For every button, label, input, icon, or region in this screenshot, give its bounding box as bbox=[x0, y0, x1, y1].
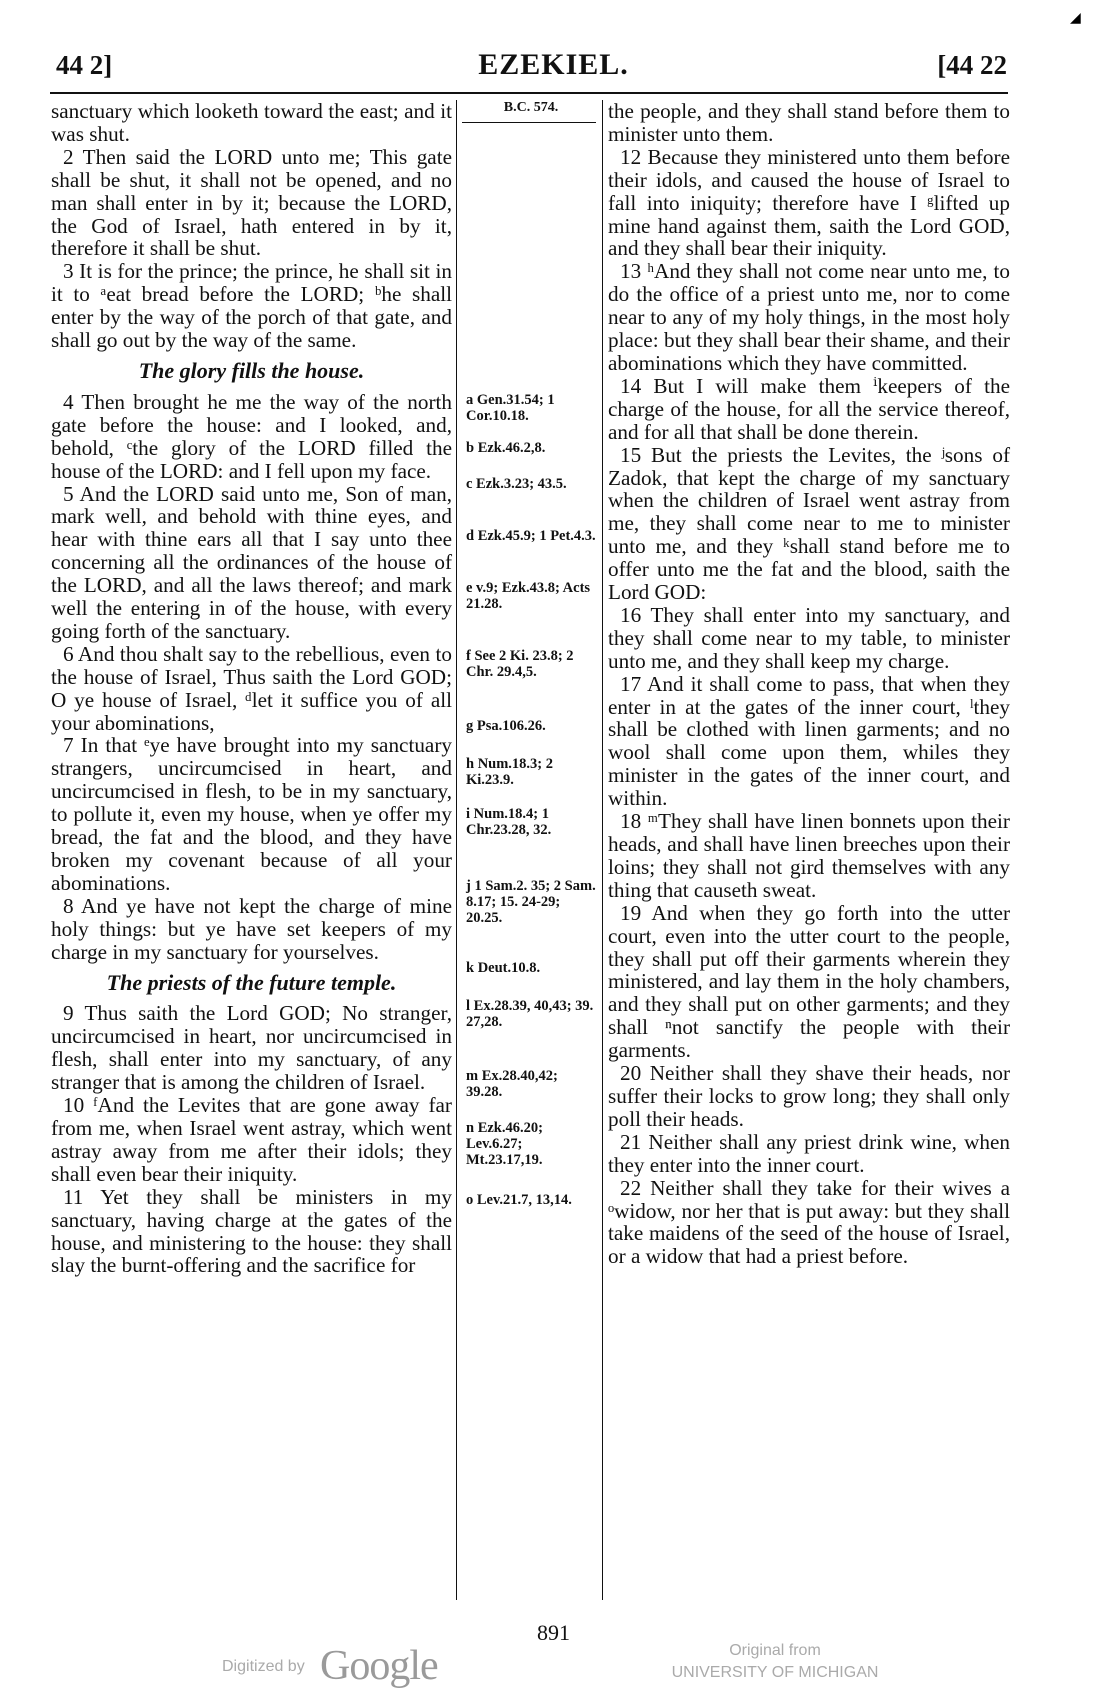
verse-paragraph: 14 But I will make them ⁱkeepers of the charge of the house, for all the service thereof, and for all that shall be done therein. bbox=[608, 373, 1010, 444]
verse-paragraph: 20 Neither shall they shave their heads, nor suffer their locks to grow long; they shall only poll their heads. bbox=[608, 1061, 1010, 1131]
scan-mark: ◢ bbox=[1070, 11, 1081, 26]
date-note: B.C. 574. bbox=[503, 100, 559, 115]
original-from-label: Original from bbox=[729, 1642, 821, 1659]
institution-name: UNIVERSITY OF MICHIGAN bbox=[671, 1664, 879, 1681]
cross-reference: g Psa.106.26. bbox=[466, 718, 546, 734]
header-rule bbox=[50, 92, 1008, 94]
cross-reference: i Num.18.4; 1 Chr.23.28, 32. bbox=[466, 806, 552, 838]
cross-reference: k Deut.10.8. bbox=[466, 960, 541, 976]
column-divider-left bbox=[456, 100, 457, 1600]
verse-paragraph: 11 Yet they shall be ministers in my sanctuary, having charge at the gates of the house, and ministering to the house: they shall slay the burnt-offering and the sacrifice for bbox=[51, 1184, 452, 1278]
verse-paragraph: 7 In that ᵉye have brought into my sanctuary strangers, uncircumcised in heart, and uncircumcised in flesh, to be in my sanctuary, to pollute it, even my house, when ye offer my bread, the fat and the blood, and they have broken my covenant because of all your abominations. bbox=[51, 733, 452, 895]
verse-paragraph: 16 They shall enter into my sanctuary, and they shall come near to my table, to minister unto me, and they shall keep my charge. bbox=[608, 602, 1010, 673]
verse-paragraph: 18 ᵐThey shall have linen bonnets upon their heads, and shall have linen breeches upon their loins; they shall not gird themselves with any thing that causeth sweat. bbox=[608, 809, 1010, 902]
verse-paragraph: 19 And when they go forth into the utter court, even into the utter court to the people, they shall put off their garments wherein they ministered, and lay them in the holy chambers, and they shall put on other garments; and they shall ⁿnot sanctify the people with their garments. bbox=[608, 900, 1010, 1063]
verse-paragraph: 22 Neither shall they take for their wives a ᵒwidow, nor her that is put away: but they shall take maidens of the seed of the house of Israel, or a widow that had a priest before. bbox=[608, 1175, 1010, 1269]
cross-reference: f See 2 Ki. 23.8; 2 Chr. 29.4,5. bbox=[466, 648, 574, 680]
cross-reference: j 1 Sam.2. 35; 2 Sam. 8.17; 15. 24-29; 20.25. bbox=[466, 878, 596, 926]
verse-paragraph: sanctuary which looketh toward the east; and it was shut. bbox=[51, 99, 452, 146]
left-column bbox=[51, 100, 452, 1277]
running-header-right: [44 22 bbox=[937, 50, 1007, 80]
section-heading: The priests of the future temple. bbox=[106, 969, 397, 995]
verse-paragraph: 9 Thus saith the Lord GOD; No stranger, uncircumcised in heart, nor uncircumcised in flesh, shall enter into my sanctuary, of any stranger that is among the children of Israel. bbox=[51, 1001, 452, 1095]
running-header-left: 44 2] bbox=[56, 50, 113, 80]
verse-paragraph: 12 Because they ministered unto them before their idols, and caused the house of Israel to fall into iniquity; therefore have I ᵍlifted up mine hand against them, saith the Lord GOD, and they shall bear their iniquity. bbox=[608, 144, 1010, 261]
verse-paragraph: 17 And it shall come to pass, that when they enter in at the gates of the inner court, ˡthey shall be clothed with linen garments; and no wool shall come upon them, whiles they minister in the gates of the inner court, and within. bbox=[608, 671, 1010, 811]
date-rule bbox=[462, 122, 596, 123]
book-title: EZEKIEL. bbox=[478, 48, 629, 81]
digitized-by-label: Digitized by bbox=[222, 1658, 305, 1675]
cross-reference: d Ezk.45.9; 1 Pet.4.3. bbox=[466, 528, 596, 544]
verse-paragraph: 5 And the LORD said unto me, Son of man, mark well, and behold with thine eyes, and hear with thine ears all that I say unto thee concerning all the ordinances of the house of the LORD, and all the laws thereof; and mark well the entering in of the house, with every going forth of the sanctuary. bbox=[51, 481, 452, 643]
verse-paragraph: 4 Then brought he me the way of the north gate before the house: and I looked, and, behold, ᶜthe glory of the LORD filled the house of the LORD: and I fell upon my face. bbox=[51, 389, 452, 483]
page-number: 891 bbox=[537, 1620, 570, 1645]
cross-reference: a Gen.31.54; 1 Cor.10.18. bbox=[466, 392, 555, 424]
verse-paragraph: 3 It is for the prince; the prince, he shall sit in it to ᵃeat bread before the LORD; ᵇhe shall enter by the way of the porch of that gate, and shall go out by the way of the same. bbox=[51, 259, 452, 353]
verse-paragraph: 15 But the priests the Levites, the ʲsons of Zadok, that kept the charge of my sanctuary when the children of Israel went astray from me, they shall come near to me to minister unto me, and they ᵏshall stand before me to offer unto me the fat and the blood, saith the Lord GOD: bbox=[608, 442, 1010, 605]
section-heading: The glory fills the house. bbox=[138, 357, 365, 383]
right-column bbox=[608, 100, 1010, 1268]
cross-reference: m Ex.28.40,42; 39.28. bbox=[466, 1068, 558, 1100]
cross-reference: c Ezk.3.23; 43.5. bbox=[466, 476, 567, 492]
reference-column bbox=[462, 100, 600, 124]
verse-paragraph: 8 And ye have not kept the charge of mine holy things: but ye have set keepers of my charge in my sanctuary for yourselves. bbox=[51, 893, 452, 964]
source-attribution bbox=[610, 1640, 940, 1684]
verse-paragraph: 21 Neither shall any priest drink wine, when they enter into the inner court. bbox=[608, 1129, 1010, 1177]
cross-reference: b Ezk.46.2,8. bbox=[466, 440, 546, 456]
cross-reference: o Lev.21.7, 13,14. bbox=[466, 1192, 572, 1208]
column-divider-right bbox=[602, 100, 603, 1600]
cross-reference: n Ezk.46.20; Lev.6.27; Mt.23.17,19. bbox=[466, 1120, 543, 1168]
verse-paragraph: the people, and they shall stand before them to minister unto them. bbox=[608, 99, 1010, 146]
verse-paragraph: 6 And thou shalt say to the rebellious, even to the house of Israel, Thus saith the Lord GOD; O ye house of Israel, ᵈlet it suffice you of all your abominations, bbox=[51, 641, 452, 735]
cross-reference: h Num.18.3; 2 Ki.23.9. bbox=[466, 756, 554, 788]
cross-reference: e v.9; Ezk.43.8; Acts 21.28. bbox=[466, 580, 591, 612]
cross-reference: l Ex.28.39, 40,43; 39. 27,28. bbox=[466, 998, 594, 1030]
verse-paragraph: 13 ʰAnd they shall not come near unto me, to do the office of a priest unto me, nor to come near to any of my holy things, in the most holy place: but they shall bear their shame, and their abominations which they have committed. bbox=[608, 259, 1010, 375]
verse-paragraph: 10 ᶠAnd the Levites that are gone away far from me, when Israel went astray, which went astray away from me after their idols; they shall even bear their iniquity. bbox=[51, 1093, 452, 1186]
google-logo: Google bbox=[320, 1643, 438, 1689]
verse-paragraph: 2 Then said the LORD unto me; This gate shall be shut, it shall not be opened, and no man shall enter in by it; because the LORD, the God of Israel, hath entered in by it, therefore it shall be shut. bbox=[51, 144, 452, 261]
